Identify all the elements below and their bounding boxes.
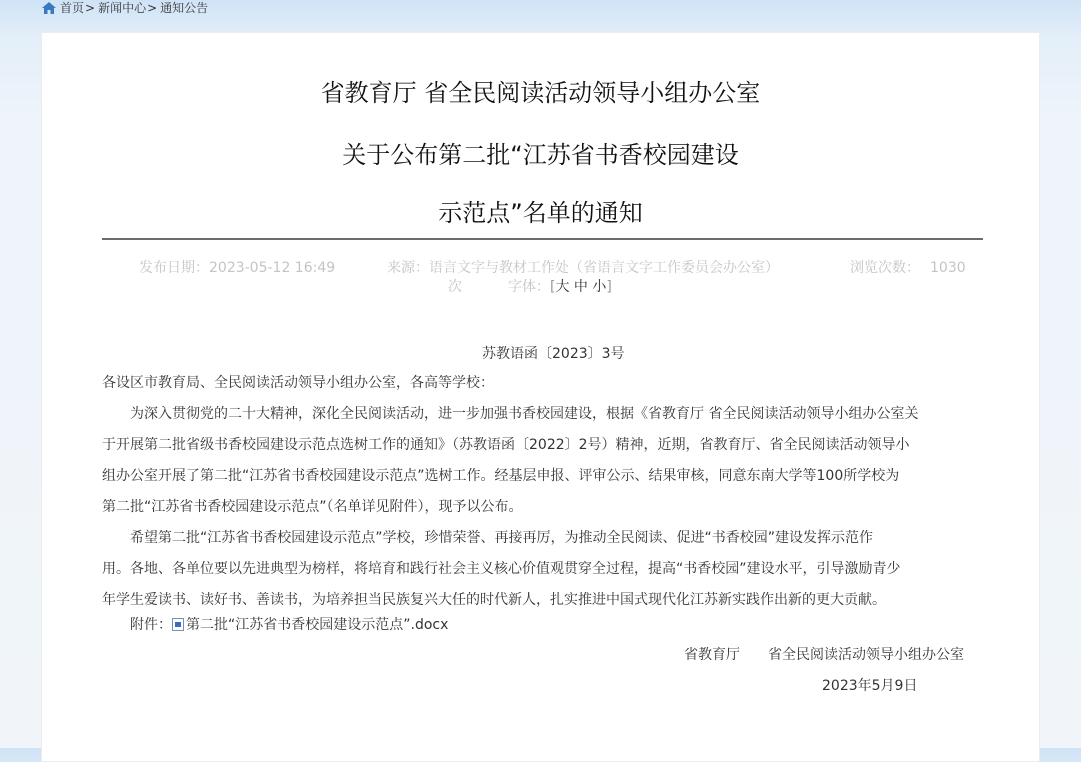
- paragraph-1-line: 组办公室开展了第二批“江苏省书香校园建设示范点”选树工作。经基层申报、评审公示、结果审核，同意东南大学等100所学校为: [102, 468, 900, 484]
- document-number: 苏教语函〔2023〕3号: [482, 346, 625, 362]
- font-size-medium[interactable]: 中: [573, 279, 588, 295]
- paragraph-2-line: 用。各地、各单位要以先进典型为榜样，将培育和践行社会主义核心价值观贯穿全过程，提高“书香校园”建设水平，引导激励青少: [102, 561, 901, 577]
- publish-date: 发布日期：2023-05-12 16:49: [139, 260, 336, 276]
- view-count-value: 1030: [930, 260, 966, 276]
- paragraph-1-line: 第二批“江苏省书香校园建设示范点”（名单详见附件），现予以公布。: [102, 499, 523, 515]
- attachment-link[interactable]: 第二批“江苏省书香校园建设示范点”.docx: [186, 617, 449, 633]
- home-icon: [42, 2, 56, 14]
- breadcrumb-notice-link[interactable]: 通知公告: [160, 1, 209, 15]
- view-count: [850, 257, 966, 277]
- paragraph-2: [102, 523, 982, 616]
- paragraph-1-line: 于开展第二批省级书香校园建设示范点选树工作的通知》（苏教语函〔2022〕2号）精神，近期，省教育厅、省全民阅读活动领导小: [102, 437, 910, 453]
- paragraph-1: [102, 399, 982, 523]
- salutation-text: 各设区市教育局、全民阅读活动领导小组办公室，各高等学校：: [102, 375, 494, 391]
- font-size-bracket-close: ]: [606, 279, 612, 295]
- word-document-icon: [172, 618, 184, 631]
- paragraph-2-line: 年学生爱读书、读好书、善读书，为培养担当民族复兴大任的时代新人，扎实推进中国式现代化江苏新实践作出新的更大贡献。: [102, 592, 886, 608]
- signature-organizations: 省教育厅 省全民阅读活动领导小组办公室: [684, 647, 964, 663]
- font-size-bracket-open: [: [550, 279, 556, 295]
- signature-date: 2023年5月9日: [822, 678, 918, 694]
- view-count-label: 浏览次数：: [850, 260, 920, 276]
- breadcrumb-separator: >: [85, 1, 96, 15]
- salutation: [102, 368, 982, 399]
- font-size-small[interactable]: 小: [592, 279, 607, 295]
- attachment-row: [102, 610, 982, 641]
- article-title-line-1: 省教育厅 省全民阅读活动领导小组办公室: [320, 79, 761, 107]
- article-source: 来源：语言文字与教材工作处（省语言文字工作委员会办公室）: [387, 260, 779, 276]
- breadcrumb-separator: >: [147, 1, 158, 15]
- attachment-label: 附件：: [130, 617, 172, 633]
- title-divider: [102, 238, 983, 240]
- font-size-control: [508, 276, 612, 296]
- view-count-unit: 次: [448, 279, 462, 295]
- font-size-label: 字体：: [508, 279, 550, 295]
- breadcrumb-home-link[interactable]: 首页: [60, 1, 85, 15]
- article-title-line-2: 关于公布第二批“江苏省书香校园建设: [342, 141, 739, 169]
- paragraph-2-line: 希望第二批“江苏省书香校园建设示范点”学校，珍惜荣誉、再接再厉，为推动全民阅读、促进“书香校园”建设发挥示范作: [102, 530, 874, 546]
- font-size-large[interactable]: 大: [555, 279, 570, 295]
- breadcrumb: [42, 0, 208, 16]
- paragraph-1-line: 为深入贯彻党的二十大精神，深化全民阅读活动，进一步加强书香校园建设，根据《省教育厅 省全民阅读活动领导小组办公室关: [102, 406, 919, 422]
- article-title-line-3: 示范点”名单的通知: [438, 199, 643, 227]
- article-container: [41, 32, 1040, 762]
- breadcrumb-news-link[interactable]: 新闻中心: [98, 1, 147, 15]
